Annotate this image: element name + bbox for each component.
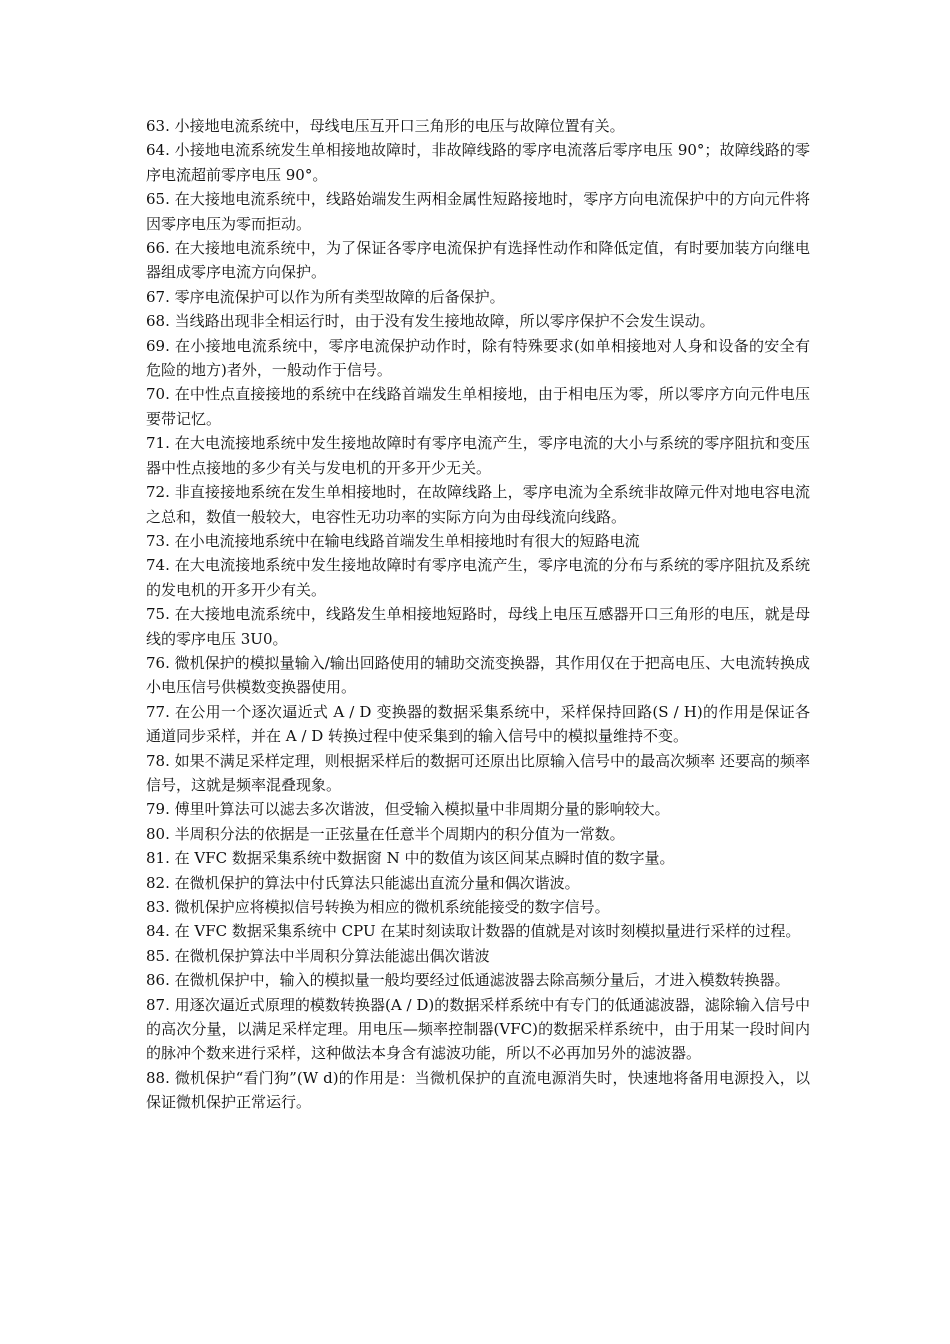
item-text: 小接地电流系统中，母线电压互开口三角形的电压与故障位置有关。 [174,117,625,135]
item-number: 88. [146,1068,170,1087]
item-text: 微机保护应将模拟信号转换为相应的微机系统能接受的数字信号。 [174,898,610,916]
list-item [146,846,810,870]
item-text: 微机保护的模拟量输入/输出回路使用的辅助交流变换器，其作用仅在于把高电压、大电流转换成小电压信号供模数变换器使用。 [146,653,810,697]
item-text: 在微机保护的算法中付氏算法只能滤出直流分量和偶次谐波。 [174,873,580,892]
item-text: 非直接接地系统在发生单相接地时，在故障线路上，零序电流为全系统非故障元件对地电容电流之总和，数值一般较大，电容性无功功率的实际方向为由母线流向线路。 [146,483,810,526]
item-text: 在大接地电流系统中，线路始端发生两相金属性短路接地时，零序方向电流保护中的方向元件将因零序电压为零而拒动。 [146,190,810,233]
list-item [146,480,810,529]
item-number: 71. [146,434,170,453]
list-item [146,797,810,821]
item-number: 76. [146,653,170,672]
item-text: 在 VFC 数据采集系统中 CPU 在某时刻读取计数器的值就是对该时刻模拟量进行采样的过程。 [174,922,801,941]
item-number: 65. [146,190,170,209]
list-item [146,382,810,431]
item-text: 在大接地电流系统中，为了保证各零序电流保护有选择性动作和降低定值，有时要加装方向继电器组成零序电流方向保护。 [146,239,810,282]
item-text: 在微机保护算法中半周积分算法能滤出偶次谐波 [174,946,490,965]
item-text: 在中性点直接接地的系统中在线路首端发生单相接地，由于相电压为零，所以零序方向元件电压要带记忆。 [146,385,810,428]
item-number: 63. [146,117,170,135]
item-number: 87. [146,995,170,1014]
list-item [146,138,810,187]
list-item [146,309,810,333]
item-number: 84. [146,922,170,941]
item-text: 当线路出现非全相运行时，由于没有发生接地故障，所以零序保护不会发生误动。 [174,312,715,331]
item-text: 在小电流接地系统中在输电线路首端发生单相接地时有很大的短路电流 [174,531,640,550]
list-item [146,187,810,236]
list-item [146,822,810,846]
item-number: 77. [146,702,170,721]
item-number: 85. [146,946,170,965]
list-item [146,968,810,992]
list-item [146,529,810,553]
item-number: 72. [146,483,170,502]
item-number: 75. [146,605,170,624]
list-item [146,285,810,309]
item-text: 用逐次逼近式原理的模数转换器(A / D)的数据采样系统中有专门的低通滤波器，滤除输入信号中的高次分量，以满足采样定理。用电压—频率控制器(VFC)的数据采样系统中，由于用某一段时间内的脉冲个数来进行采样，这种做法本身含有滤波功能，所以不必再加另外的滤波器。 [146,995,810,1063]
item-number: 81. [146,849,170,868]
list-item [146,993,810,1066]
list-item [146,236,810,285]
item-number: 66. [146,239,170,258]
item-text: 微机保护“看门狗”(W d)的作用是：当微机保护的直流电源消失时，快速地将备用电源投入，以保证微机保护正常运行。 [146,1068,810,1112]
item-number: 64. [146,141,170,160]
list-item [146,553,810,602]
item-number: 83. [146,898,170,916]
item-number: 78. [146,751,170,770]
item-number: 80. [146,824,170,843]
document-body [146,114,810,1115]
item-number: 73. [146,531,170,550]
list-item [146,944,810,968]
list-item [146,871,810,895]
item-number: 67. [146,287,170,306]
item-text: 半周积分法的依据是一正弦量在任意半个周期内的积分值为一常数。 [174,824,625,843]
list-item [146,895,810,919]
list-item [146,700,810,749]
item-text: 在大接地电流系统中，线路发生单相接地短路时，母线上电压互感器开口三角形的电压，就是母线的零序电压 3U0。 [146,605,810,648]
item-text: 零序电流保护可以作为所有类型故障的后备保护。 [174,287,505,306]
list-item [146,919,810,943]
list-item [146,334,810,383]
item-text: 在大电流接地系统中发生接地故障时有零序电流产生，零序电流的分布与系统的零序阻抗及系统的发电机的开多开少有关。 [146,556,810,599]
list-item [146,749,810,798]
item-number: 68. [146,312,170,331]
item-number: 69. [146,336,170,355]
item-number: 86. [146,971,170,990]
list-item [146,431,810,480]
item-number: 70. [146,385,170,404]
item-number: 79. [146,800,170,819]
item-number: 74. [146,556,170,575]
item-text: 在 VFC 数据采集系统中数据窗 N 中的数值为该区间某点瞬时值的数字量。 [174,849,675,868]
item-text: 在大电流接地系统中发生接地故障时有零序电流产生，零序电流的大小与系统的零序阻抗和变压器中性点接地的多少有关与发电机的开多开少无关。 [146,434,810,477]
list-item [146,602,810,651]
list-item [146,114,810,138]
item-text: 在微机保护中，输入的模拟量一般均要经过低通滤波器去除高频分量后，才进入模数转换器。 [174,971,790,990]
item-text: 在小接地电流系统中，零序电流保护动作时，除有特殊要求(如单相接地对人身和设备的安全有危险的地方)者外，一般动作于信号。 [146,336,810,380]
item-text: 傅里叶算法可以滤去多次谐波，但受输入模拟量中非周期分量的影响较大。 [174,800,670,819]
list-item [146,651,810,700]
list-item [146,1066,810,1115]
item-text: 在公用一个逐次逼近式 A / D 变换器的数据采集系统中，采样保持回路(S / H)的作用是保证各通道同步采样，并在 A / D 转换过程中使采集到的输入信号中的模拟量维持不变。 [146,702,811,746]
item-text: 小接地电流系统发生单相接地故障时，非故障线路的零序电流落后零序电压 90°；故障线路的零序电流超前零序电压 90°。 [146,141,810,184]
item-number: 82. [146,873,170,892]
item-text: 如果不满足采样定理，则根据采样后的数据可还原出比原输入信号中的最高次频率 还要高的频率信号，这就是频率混叠现象。 [146,751,810,794]
